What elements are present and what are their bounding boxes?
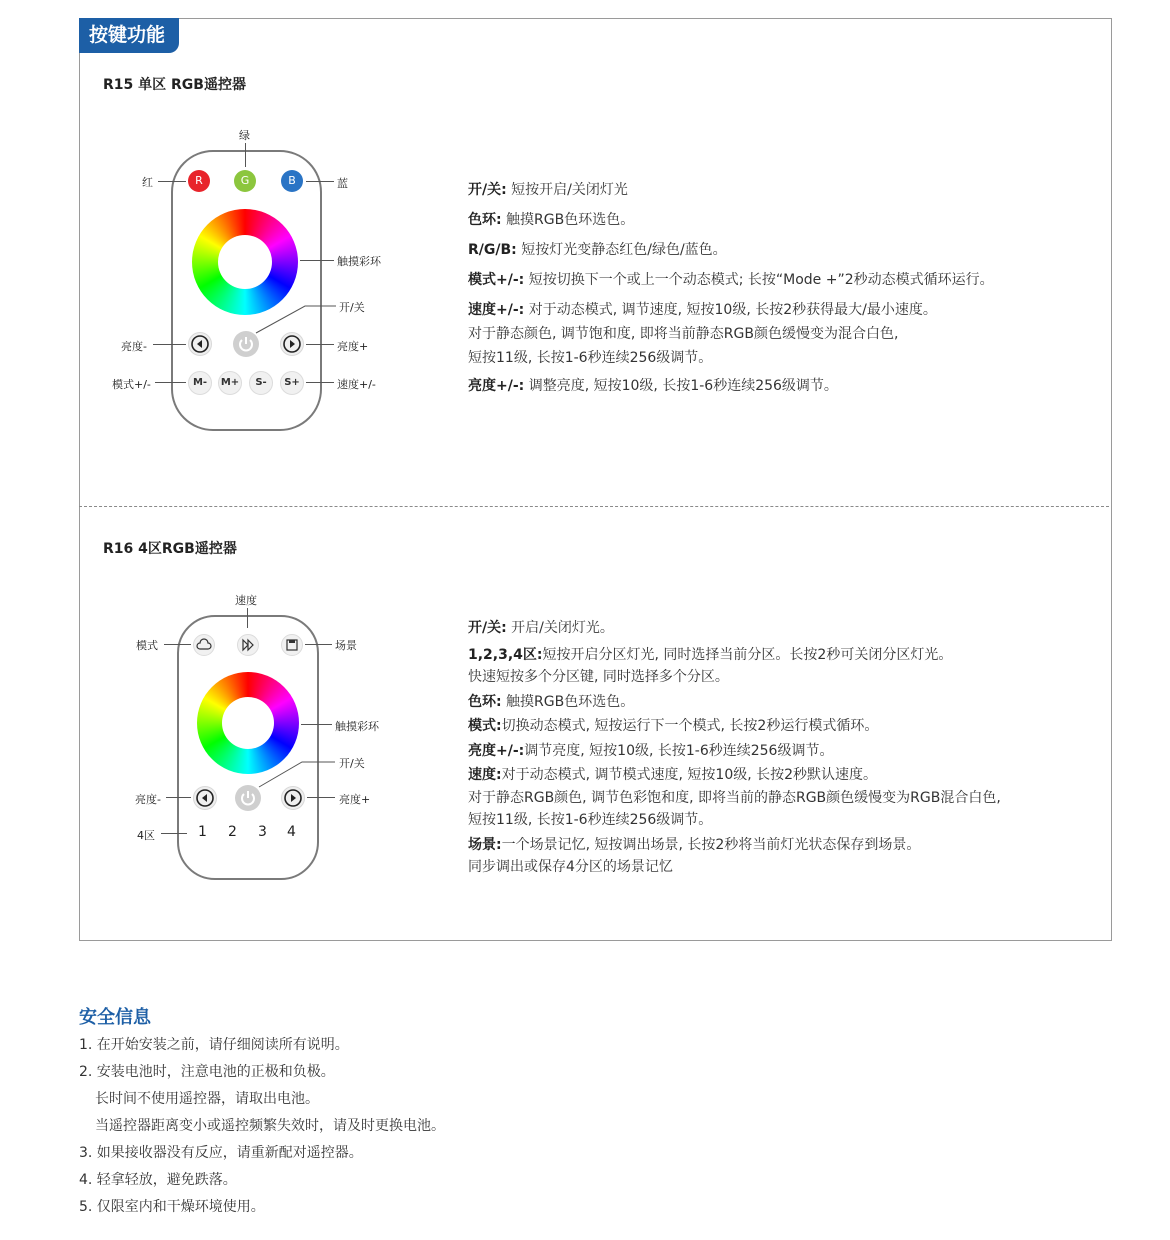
r15-desc-line: 模式+/-: 短按切换下一个或上一个动态模式; 长按“Mode +”2秒动态模式循环运行。: [468, 272, 994, 288]
r16-label-scene: 场景: [335, 639, 357, 652]
r16-color-ring-center: [222, 697, 274, 749]
r15-green-button[interactable]: G: [234, 170, 256, 192]
r15-red-button[interactable]: R: [188, 170, 210, 192]
r16-label-mode: 模式: [136, 639, 158, 652]
r15-speed-plus-button[interactable]: S+: [280, 371, 304, 395]
r15-description: [468, 178, 994, 398]
r16-label-power: 开/关: [339, 757, 365, 770]
r15-line-red: [158, 181, 186, 182]
r15-line-brightness-plus: [306, 344, 334, 345]
r16-desc-line: 短按11级, 长按1-6秒连续256级调节。: [468, 812, 713, 828]
section-divider: [79, 506, 1109, 507]
r15-label-brightness-minus: 亮度-: [121, 340, 147, 353]
r15-color-ring-center: [218, 235, 272, 289]
r16-description: [468, 617, 1001, 879]
safety-title: 安全信息: [79, 1007, 151, 1028]
r16-zone-1-button[interactable]: 1: [198, 824, 207, 840]
r16-title: R16 4区RGB遥控器: [103, 541, 237, 557]
r16-line-zone4: [161, 833, 187, 834]
r16-line-speed: [247, 608, 248, 628]
r15-line-blue: [306, 181, 334, 182]
r15-label-ring: 触摸彩环: [337, 255, 381, 268]
r16-brightness-down-button[interactable]: [193, 786, 217, 810]
r15-desc-line: 亮度+/-: 调整亮度, 短按10级, 长按1-6秒连续256级调节。: [468, 378, 838, 394]
r16-line-scene: [305, 644, 332, 645]
safety-item: 4. 轻拿轻放，避免跌落。: [79, 1172, 237, 1188]
save-icon: [282, 635, 302, 655]
power-icon: [233, 331, 259, 357]
r16-line-ring: [301, 724, 332, 725]
r15-speed-minus-button[interactable]: S-: [249, 371, 273, 395]
r16-desc-line: 快速短按多个分区键, 同时选择多个分区。: [468, 669, 729, 685]
r16-desc-line: 场景:一个场景记忆, 短按调出场景, 长按2秒将当前灯光状态保存到场景。: [468, 836, 921, 853]
power-icon: [235, 785, 261, 811]
r16-desc-line: 1,2,3,4区:短按开启分区灯光, 同时选择当前分区。长按2秒可关闭分区灯光。: [468, 646, 953, 663]
r15-label-mode: 模式+/-: [112, 378, 151, 391]
r15-label-green: 绿: [239, 129, 250, 142]
r16-brightness-up-button[interactable]: [281, 786, 305, 810]
safety-item: 2. 安装电池时，注意电池的正极和负极。: [79, 1064, 335, 1080]
safety-item: 3. 如果接收器没有反应，请重新配对遥控器。: [79, 1145, 363, 1161]
r15-label-power: 开/关: [339, 301, 365, 314]
r16-desc-line: 速度:对于动态模式, 调节模式速度, 短按10级, 长按2秒默认速度。: [468, 767, 878, 783]
r15-title: R15 单区 RGB遥控器: [103, 77, 246, 93]
r16-label-brightness-plus: 亮度+: [339, 793, 371, 806]
r16-desc-line: 亮度+/-:调节亮度, 短按10级, 长按1-6秒连续256级调节。: [468, 742, 834, 759]
r16-power-button[interactable]: [235, 785, 261, 811]
r15-brightness-up-button[interactable]: [280, 332, 304, 356]
safety-item: 长时间不使用遥控器，请取出电池。: [95, 1091, 319, 1107]
r16-desc-line: 对于静态RGB颜色, 调节色彩饱和度, 即将当前的静态RGB颜色缓慢变为RGB混合白色,: [468, 789, 1001, 806]
fast-forward-icon: [238, 635, 258, 655]
r15-desc-line: 速度+/-: 对于动态模式, 调节速度, 短按10级, 长按2秒获得最大/最小速度。: [468, 302, 937, 318]
r16-line-brightness-minus: [166, 797, 191, 798]
r16-zone-2-button[interactable]: 2: [228, 824, 237, 840]
r15-brightness-down-button[interactable]: [188, 332, 212, 356]
r15-line-power: [255, 300, 337, 334]
r16-desc-line: 同步调出或保存4分区的场景记忆: [468, 859, 673, 875]
r16-desc-line: 模式:切换动态模式, 短按运行下一个模式, 长按2秒运行模式循环。: [468, 718, 879, 734]
r15-line-mode: [155, 382, 186, 383]
r15-label-blue: 蓝: [337, 177, 348, 190]
r16-label-ring: 触摸彩环: [335, 720, 379, 733]
safety-item: 1. 在开始安装之前，请仔细阅读所有说明。: [79, 1037, 349, 1053]
r16-label-brightness-minus: 亮度-: [135, 793, 161, 806]
r16-desc-line: 开/关: 开启/关闭灯光。: [468, 620, 614, 636]
safety-list: [79, 1032, 445, 1221]
r15-desc-line: 短按11级, 长按1-6秒连续256级调节。: [468, 350, 713, 366]
r15-desc-line: 开/关: 短按开启/关闭灯光: [468, 182, 628, 198]
safety-item: 5. 仅限室内和干燥环境使用。: [79, 1199, 265, 1215]
r15-blue-button[interactable]: B: [281, 170, 303, 192]
left-arrow-icon: [194, 787, 216, 809]
cloud-icon: [194, 635, 214, 655]
r16-speed-button[interactable]: [237, 634, 259, 656]
section-tag: 按键功能: [79, 18, 179, 53]
r16-zone-3-button[interactable]: 3: [258, 824, 267, 840]
r15-mode-plus-button[interactable]: M+: [218, 371, 242, 395]
r15-mode-minus-button[interactable]: M-: [188, 371, 212, 395]
r15-desc-line: 色环: 触摸RGB色环选色。: [468, 212, 635, 228]
r16-desc-line: 色环: 触摸RGB色环选色。: [468, 693, 635, 710]
r15-label-brightness-plus: 亮度+: [337, 340, 369, 353]
right-arrow-icon: [282, 787, 304, 809]
r15-label-speed: 速度+/-: [337, 378, 376, 391]
r15-desc-line: R/G/B: 短按灯光变静态红色/绿色/蓝色。: [468, 242, 727, 258]
r16-mode-button[interactable]: [193, 634, 215, 656]
right-arrow-icon: [281, 333, 303, 355]
left-arrow-icon: [189, 333, 211, 355]
r16-line-power: [258, 758, 336, 788]
r16-line-mode: [164, 644, 191, 645]
r15-power-button[interactable]: [233, 331, 259, 357]
r15-label-red: 红: [142, 176, 153, 189]
r15-line-speed: [306, 382, 334, 383]
r15-line-green: [245, 143, 246, 167]
r16-label-speed: 速度: [235, 594, 257, 607]
r16-label-zone4: 4区: [137, 829, 155, 842]
r16-line-brightness-plus: [307, 797, 335, 798]
r15-line-ring: [300, 260, 334, 261]
safety-item: 当遥控器距离变小或遥控频繁失效时，请及时更换电池。: [95, 1118, 445, 1134]
r16-zone-4-button[interactable]: 4: [287, 824, 296, 840]
r16-scene-button[interactable]: [281, 634, 303, 656]
r15-line-brightness-minus: [153, 344, 186, 345]
r15-desc-line: 对于静态颜色, 调节饱和度, 即将当前静态RGB颜色缓慢变为混合白色,: [468, 326, 899, 342]
